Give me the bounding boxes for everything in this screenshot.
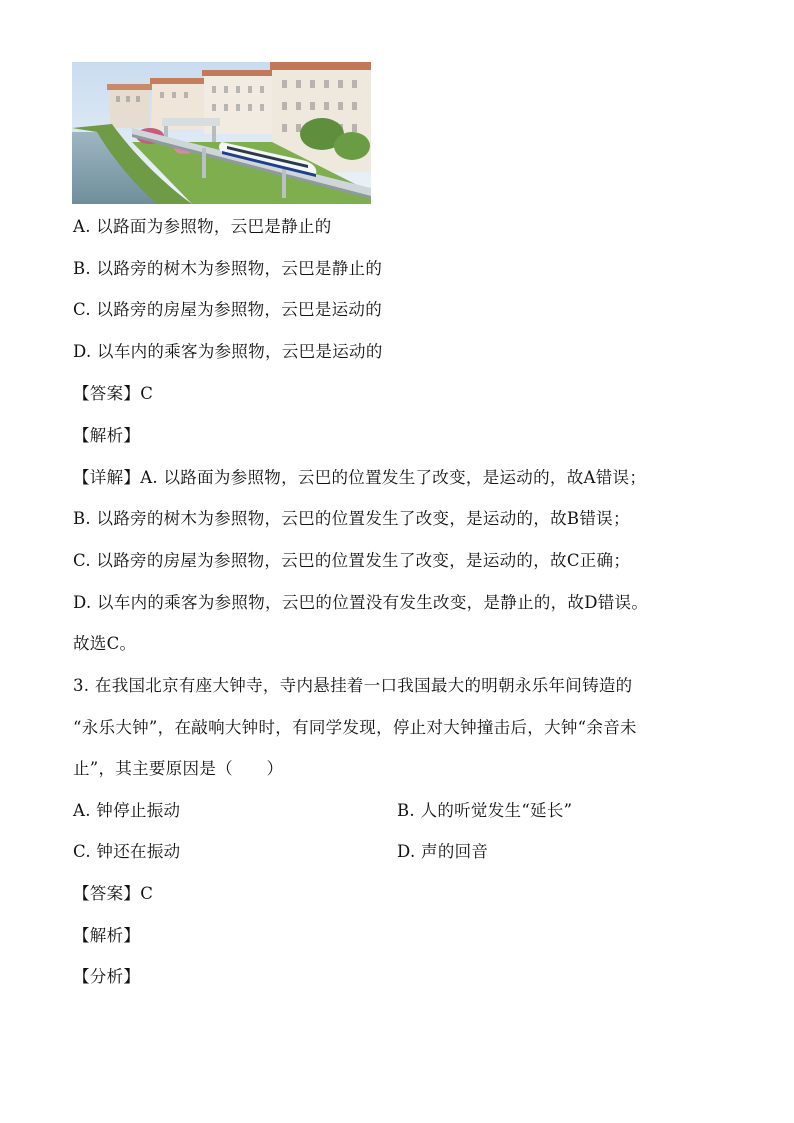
q2-option-a: A. 以路面为参照物，云巴是静止的 — [73, 217, 332, 236]
q2-detail-line: C. 以路旁的房屋为参照物，云巴的位置发生了改变，是运动的，故C正确； — [73, 551, 631, 570]
q3-answer: 【答案】C — [73, 884, 154, 903]
q2-detail-line: 【详解】A. 以路面为参照物，云巴的位置发生了改变，是运动的，故A错误； — [73, 468, 647, 487]
q3-option-d: D. 声的回音 — [397, 842, 489, 861]
q2-conclusion: 故选C。 — [73, 634, 137, 653]
q2-detail-line: D. 以车内的乘客为参照物，云巴的位置没有发生改变，是静止的，故D错误。 — [73, 593, 649, 612]
q3-stem-line: “永乐大钟”，在敲响大钟时，有同学发现，停止对大钟撞击后，大钟“余音未 — [73, 718, 637, 737]
q3-option-b: B. 人的听觉发生“延长” — [397, 801, 573, 820]
q2-option-d: D. 以车内的乘客为参照物，云巴是运动的 — [73, 342, 383, 361]
q2-answer: 【答案】C — [73, 384, 154, 403]
monorail-photo — [72, 62, 371, 204]
q2-option-c: C. 以路旁的房屋为参照物，云巴是运动的 — [73, 300, 383, 319]
q3-stem-line: 止”，其主要原因是（ ） — [73, 759, 284, 778]
q2-analysis-heading: 【解析】 — [73, 426, 141, 445]
q3-stem-line: 3. 在我国北京有座大钟寺，寺内悬挂着一口我国最大的明朝永乐年间铸造的 — [73, 676, 633, 695]
q3-option-c: C. 钟还在振动 — [73, 842, 181, 861]
q3-option-a: A. 钟停止振动 — [73, 801, 181, 820]
q2-option-b: B. 以路旁的树木为参照物，云巴是静止的 — [73, 259, 383, 278]
q2-detail-line: B. 以路旁的树木为参照物，云巴的位置发生了改变，是运动的，故B错误； — [73, 509, 630, 528]
q3-analysis-subheading: 【分析】 — [73, 967, 141, 986]
q3-analysis-heading: 【解析】 — [73, 926, 141, 945]
